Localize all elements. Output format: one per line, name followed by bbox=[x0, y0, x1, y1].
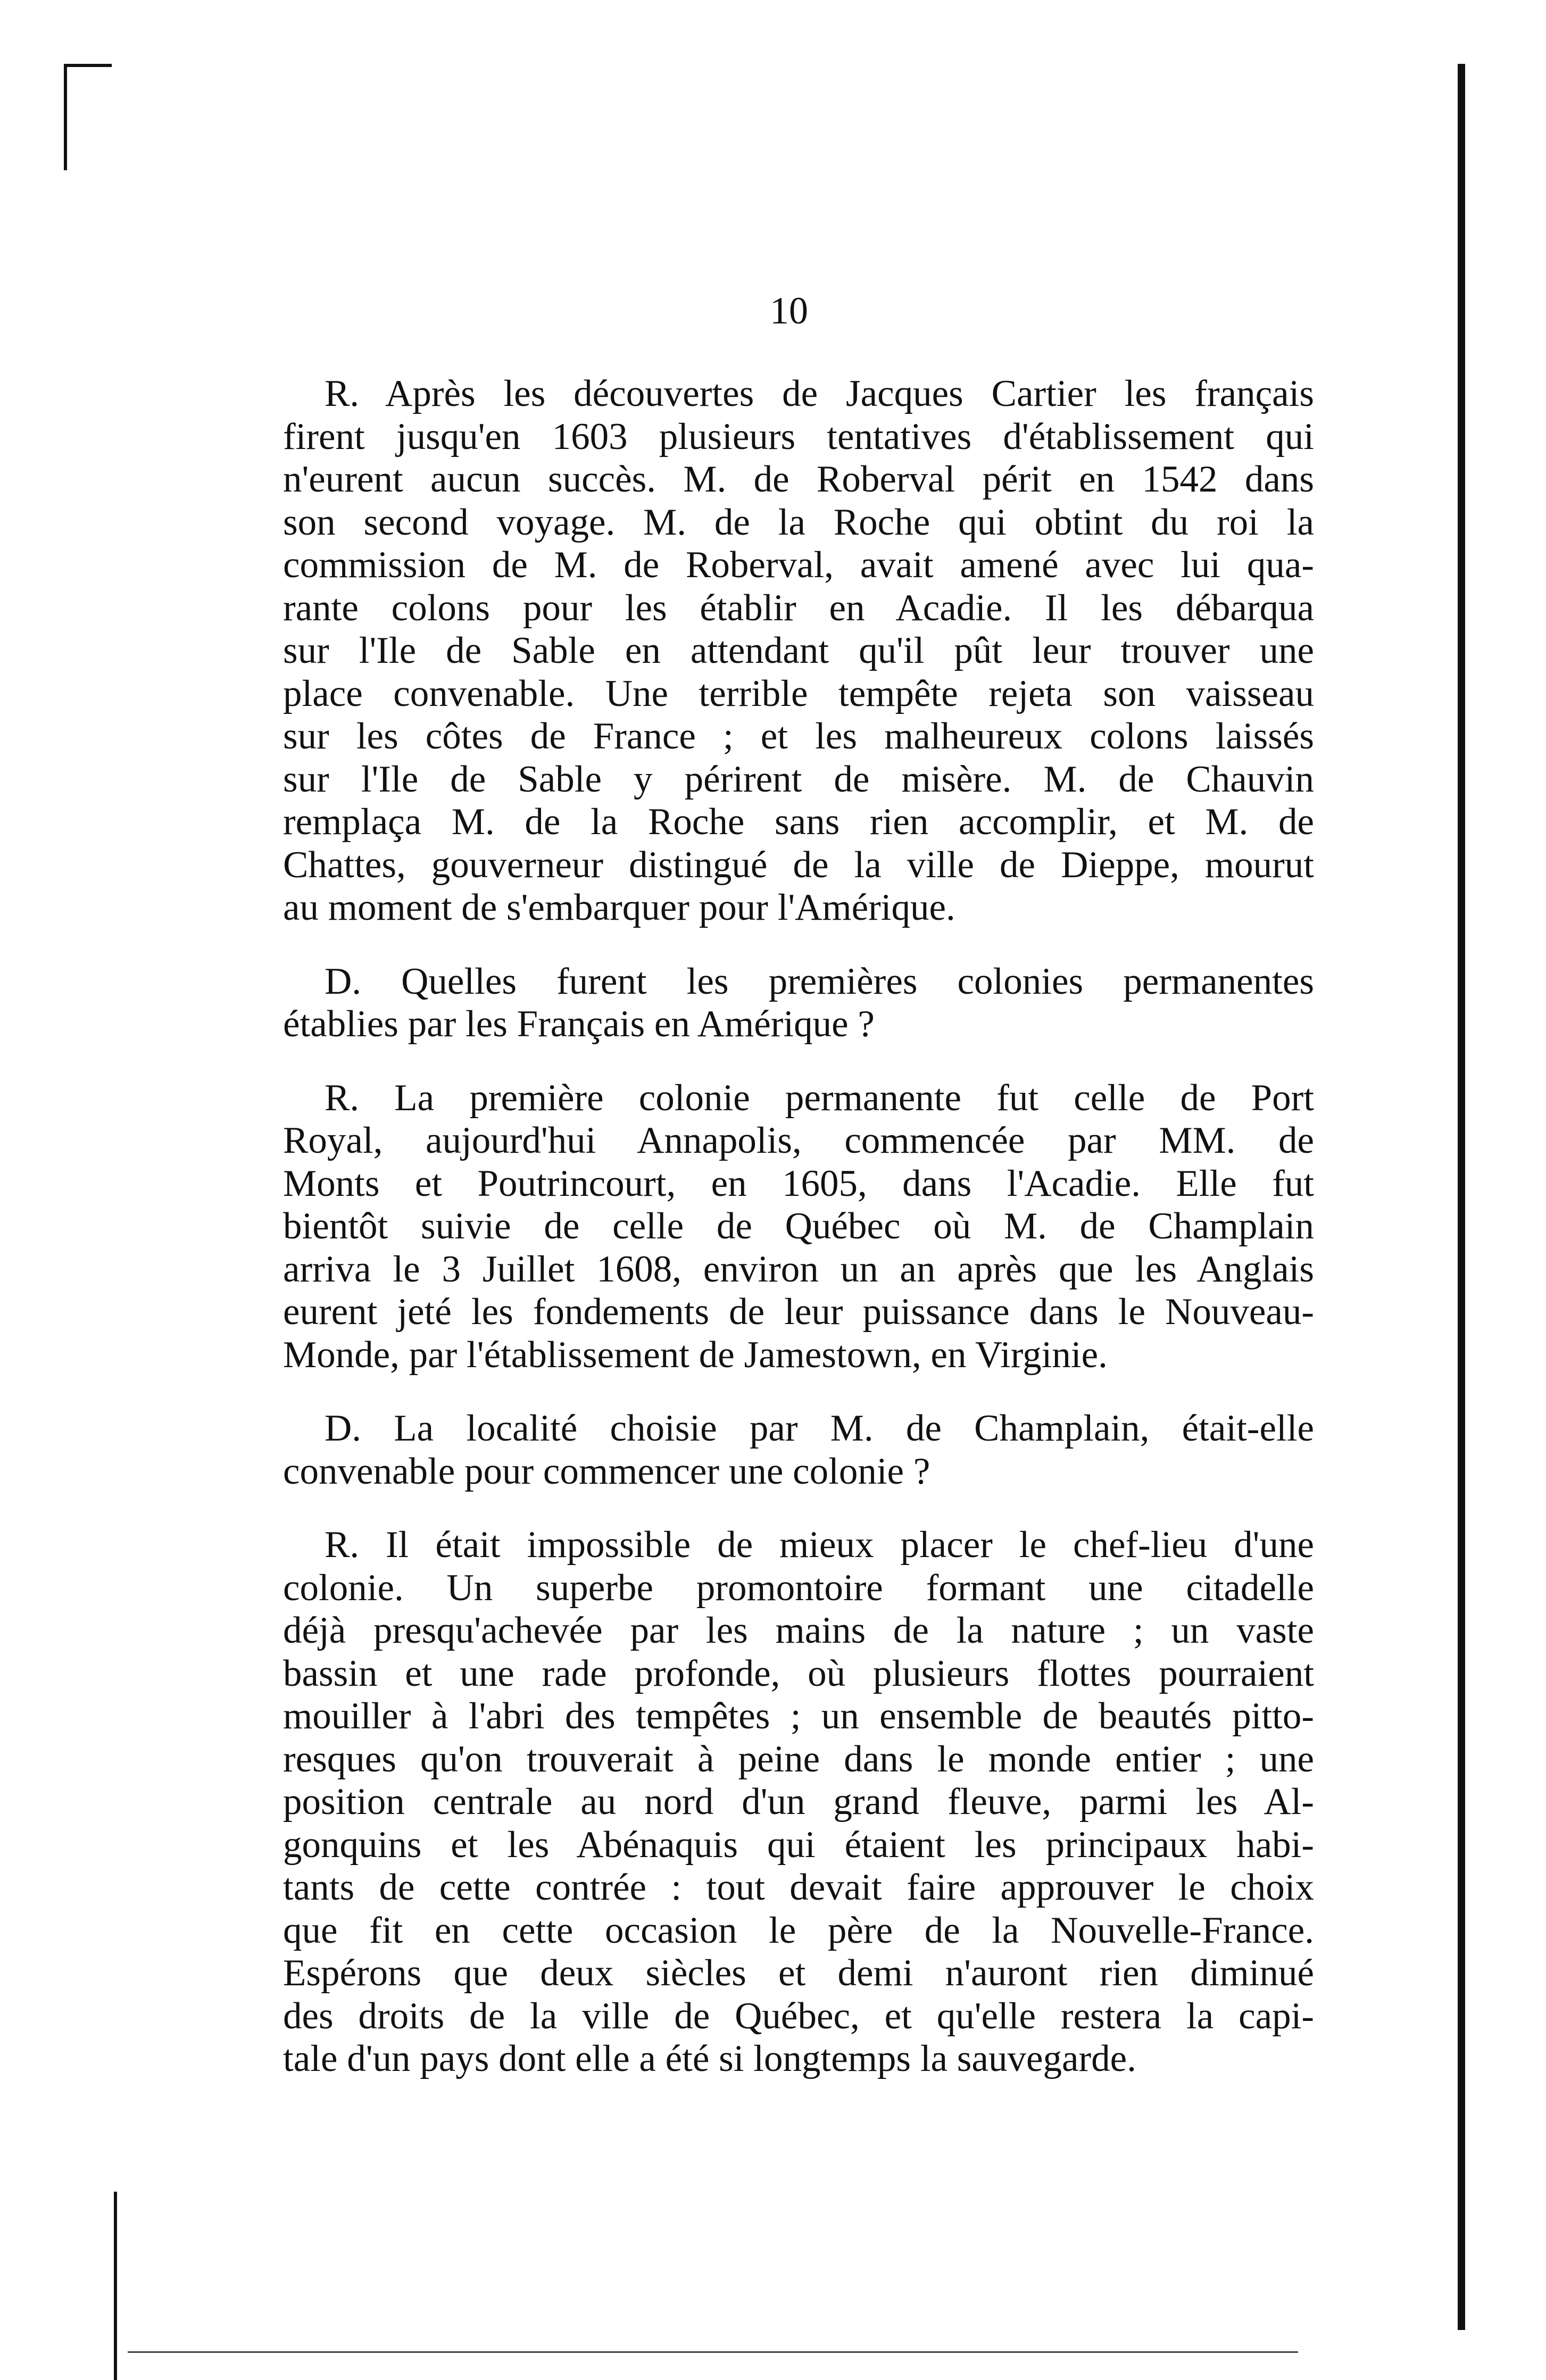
text-line: tale d'un pays dont elle a été si longtemps la sauvegarde. bbox=[283, 2038, 1136, 2079]
text-line: arriva le 3 Juillet 1608, environ un an après que les Anglais bbox=[283, 1248, 1314, 1290]
body-text bbox=[283, 372, 1314, 2111]
text-line: des droits de la ville de Québec, et qu'elle restera la capi- bbox=[283, 1995, 1314, 2037]
answer-paragraph bbox=[283, 1524, 1314, 2081]
text-line: son second voyage. M. de la Roche qui obtint du roi la bbox=[283, 501, 1314, 543]
answer-paragraph bbox=[283, 372, 1314, 929]
question-paragraph bbox=[283, 960, 1314, 1046]
text-line: Monde, par l'établissement de Jamestown, en Virginie. bbox=[283, 1334, 1108, 1376]
text-line: bassin et une rade profonde, où plusieurs flottes pourraient bbox=[283, 1652, 1314, 1694]
text-line: Chattes, gouverneur distingué de la ville de Dieppe, mourut bbox=[283, 844, 1314, 886]
text-line: n'eurent aucun succès. M. de Roberval périt en 1542 dans bbox=[283, 459, 1314, 500]
text-line: commission de M. de Roberval, avait amené avec lui qua- bbox=[283, 544, 1314, 586]
text-line: R. Après les découvertes de Jacques Cartier les français bbox=[325, 373, 1314, 414]
text-line: convenable pour commencer une colonie ? bbox=[283, 1450, 930, 1492]
text-line: R. La première colonie permanente fut celle de Port bbox=[325, 1077, 1314, 1119]
text-line: firent jusqu'en 1603 plusieurs tentatives d'établissement qui bbox=[283, 415, 1314, 457]
text-line: position centrale au nord d'un grand fleuve, parmi les Al- bbox=[283, 1781, 1314, 1823]
scan-mark-bottom-left bbox=[114, 2192, 117, 2380]
text-line: tants de cette contrée : tout devait faire approuver le choix bbox=[283, 1867, 1314, 1908]
text-line: sur l'Ile de Sable y périrent de misère. M. de Chauvin bbox=[283, 758, 1314, 800]
text-line: Monts et Poutrincourt, en 1605, dans l'Acadie. Elle fut bbox=[283, 1162, 1314, 1204]
text-line: eurent jeté les fondements de leur puissance dans le Nouveau- bbox=[283, 1291, 1314, 1333]
question-paragraph bbox=[283, 1407, 1314, 1493]
text-line: Royal, aujourd'hui Annapolis, commencée par MM. de bbox=[283, 1120, 1314, 1161]
text-line: déjà presqu'achevée par les mains de la nature ; un vaste bbox=[283, 1610, 1314, 1651]
page-number: 10 bbox=[770, 289, 808, 332]
text-line: gonquins et les Abénaquis qui étaient les principaux habi- bbox=[283, 1824, 1314, 1866]
text-line: remplaça M. de la Roche sans rien accomplir, et M. de bbox=[283, 801, 1314, 843]
text-line: que fit en cette occasion le père de la Nouvelle-France. bbox=[283, 1909, 1314, 1951]
text-line: D. Quelles furent les premières colonies permanentes bbox=[325, 960, 1314, 1002]
text-line: place convenable. Une terrible tempête rejeta son vaisseau bbox=[283, 672, 1314, 714]
text-line: mouiller à l'abri des tempêtes ; un ensemble de beautés pitto- bbox=[283, 1695, 1314, 1737]
scan-mark-bottom-rule bbox=[128, 2351, 1298, 2353]
text-line: colonie. Un superbe promontoire formant une citadelle bbox=[283, 1567, 1314, 1609]
text-line: Espérons que deux siècles et demi n'auront rien diminué bbox=[283, 1952, 1314, 1994]
text-line: sur l'Ile de Sable en attendant qu'il pût leur trouver une bbox=[283, 630, 1314, 671]
text-line: bientôt suivie de celle de Québec où M. de Champlain bbox=[283, 1205, 1314, 1247]
text-line: resques qu'on trouverait à peine dans le monde entier ; une bbox=[283, 1738, 1314, 1780]
text-line: établies par les Français en Amérique ? bbox=[283, 1003, 875, 1045]
binding-edge-right bbox=[1458, 64, 1465, 2330]
scan-mark-top-left-horizontal bbox=[64, 64, 112, 67]
text-line: sur les côtes de France ; et les malheureux colons laissés bbox=[283, 715, 1314, 757]
text-line: D. La localité choisie par M. de Champlain, était-elle bbox=[325, 1408, 1314, 1449]
scan-mark-top-left bbox=[64, 64, 67, 170]
text-line: rante colons pour les établir en Acadie. Il les débarqua bbox=[283, 587, 1314, 629]
answer-paragraph bbox=[283, 1077, 1314, 1377]
text-line: au moment de s'embarquer pour l'Amérique. bbox=[283, 887, 955, 928]
text-line: R. Il était impossible de mieux placer le chef-lieu d'une bbox=[325, 1524, 1314, 1566]
